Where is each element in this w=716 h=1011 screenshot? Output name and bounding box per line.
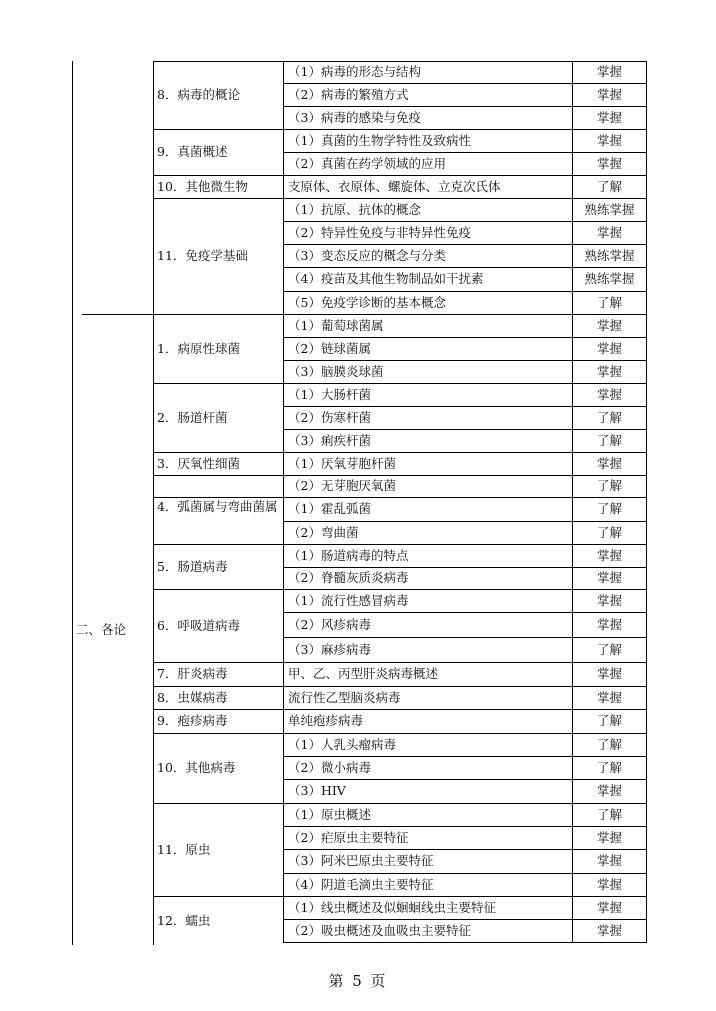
subject-title: 7．肝炎病毒 [157,666,228,681]
item-text: （3）阿米巴原虫主要特征 [288,853,434,868]
item-text: （5）免疫学诊断的基本概念 [288,294,446,310]
item-text: （3）脑膜炎球菌 [288,363,384,379]
item-text: （3）痢疾杆菌 [288,432,371,448]
requirement-level: 掌握 [596,829,622,845]
requirement-level: 掌握 [596,109,622,125]
requirement-level: 掌握 [596,547,622,563]
requirement-level: 了解 [596,736,622,752]
subject-title: 9．真菌概述 [157,144,228,159]
requirement-level: 掌握 [596,86,622,102]
item-text: （3）变态反应的概念与分类 [288,247,446,263]
subject-title: 8．虫媒病毒 [157,689,228,705]
item-text: （2）病毒的繁殖方式 [288,86,409,102]
page-number: 第 5 页 [328,972,388,990]
item-text: （1）大肠杆菌 [288,386,371,402]
requirement-level: 熟练掌握 [584,271,635,286]
subject-title: 5．肠道病毒 [157,558,228,574]
subject-title: 4．弧菌属与弯曲菌属 [157,499,278,514]
subject-title: 2．肠道杆菌 [157,409,228,425]
requirement-level: 了解 [596,713,622,728]
item-text: （2）链球菌属 [288,340,371,356]
item-text: 甲、乙、丙型肝炎病毒概述 [288,666,439,681]
item-text: （2）真菌在药学领域的应用 [288,155,446,171]
item-text: （2）微小病毒 [288,759,371,775]
item-text: （1）原虫概述 [288,806,371,822]
item-text: （4）疫苗及其他生物制品如干扰素 [288,271,484,286]
requirement-level: 掌握 [596,317,622,333]
requirement-level: 掌握 [596,853,622,868]
requirement-level: 掌握 [596,363,622,379]
requirement-level: 掌握 [596,876,622,892]
subject-title [153,475,283,497]
item-text: （1）厌氧芽胞杆菌 [288,455,396,471]
requirement-level: 掌握 [596,386,622,402]
item-text: （2）弯曲菌 [288,524,359,540]
item-text: （2）特异性免疫与非特异性免疫 [288,224,471,240]
requirement-level: 掌握 [596,155,622,171]
requirement-level: 掌握 [596,132,622,148]
item-text: （3）HIV [288,783,346,798]
requirement-level: 掌握 [596,899,622,915]
requirement-level: 了解 [596,432,622,448]
item-text: （1）霍乱弧菌 [288,501,371,516]
item-text: 流行性乙型脑炎病毒 [288,689,401,705]
table-rule [283,942,647,943]
item-text: （3）麻疹病毒 [288,641,371,657]
item-text: （1）肠道病毒的特点 [288,547,409,563]
requirement-level: 了解 [596,759,622,775]
item-text: 支原体、衣原体、螺旋体、立克次氏体 [288,178,501,194]
requirement-level: 了解 [596,501,622,516]
requirement-level: 了解 [596,294,622,310]
requirement-level: 掌握 [596,922,622,938]
requirement-level: 掌握 [596,666,622,681]
requirement-level: 掌握 [596,64,622,79]
item-text: （2）风疹病毒 [288,616,371,632]
requirement-level: 熟练掌握 [584,247,635,263]
requirement-level: 熟练掌握 [584,201,635,217]
item-text: （2）无芽胞厌氧菌 [288,478,396,493]
item-text: （1）线虫概述及似蛔蛔线虫主要特征 [288,899,496,915]
requirement-level: 掌握 [596,224,622,240]
item-text: （2）疟原虫主要特征 [288,829,409,845]
item-text: （4）阴道毛滴虫主要特征 [288,876,434,892]
requirement-level: 掌握 [596,455,622,471]
table-rule [72,61,73,945]
subject-title: 3．厌氧性细菌 [157,455,240,471]
requirement-level: 了解 [596,409,622,425]
requirement-level: 掌握 [596,616,622,632]
item-text: （3）病毒的感染与免疫 [288,109,421,125]
subject-title: 8．病毒的概论 [157,87,240,102]
subject-title: 12．蠕虫 [157,912,211,928]
subject-title: 11．免疫学基础 [157,248,248,263]
subject-title: 10．其他微生物 [157,178,248,194]
syllabus-table [72,61,647,945]
requirement-level: 掌握 [596,689,622,705]
item-text: （1）人乳头瘤病毒 [288,736,396,752]
requirement-level: 了解 [596,806,622,822]
subject-title: 6．呼吸道病毒 [157,617,240,633]
requirement-level: 掌握 [596,783,622,798]
subject-title: 11．原虫 [157,841,211,857]
subject-title: 10．其他病毒 [157,760,236,775]
item-text: （2）吸虫概述及血吸虫主要特征 [288,922,471,938]
requirement-level: 了解 [596,524,622,540]
subject-title: 1．病原性球菌 [157,340,240,356]
unit-label: 二、各论 [76,621,127,637]
item-text: （1）真菌的生物学特性及致病性 [288,132,471,148]
requirement-level: 掌握 [596,592,622,608]
item-text: （2）脊髓灰质炎病毒 [288,570,409,585]
requirement-level: 了解 [596,178,622,194]
subject-title: 9．疱疹病毒 [157,713,228,728]
requirement-level: 了解 [596,478,622,493]
requirement-level: 掌握 [596,570,622,585]
item-text: （1）病毒的形态与结构 [288,64,421,79]
requirement-level: 掌握 [596,340,622,356]
item-text: 单纯疱疹病毒 [288,713,364,728]
item-text: （1）流行性感冒病毒 [288,592,409,608]
requirement-level: 了解 [596,641,622,657]
item-text: （1）抗原、抗体的概念 [288,201,421,217]
item-text: （1）葡萄球菌属 [288,317,384,333]
item-text: （2）伤寒杆菌 [288,409,371,425]
